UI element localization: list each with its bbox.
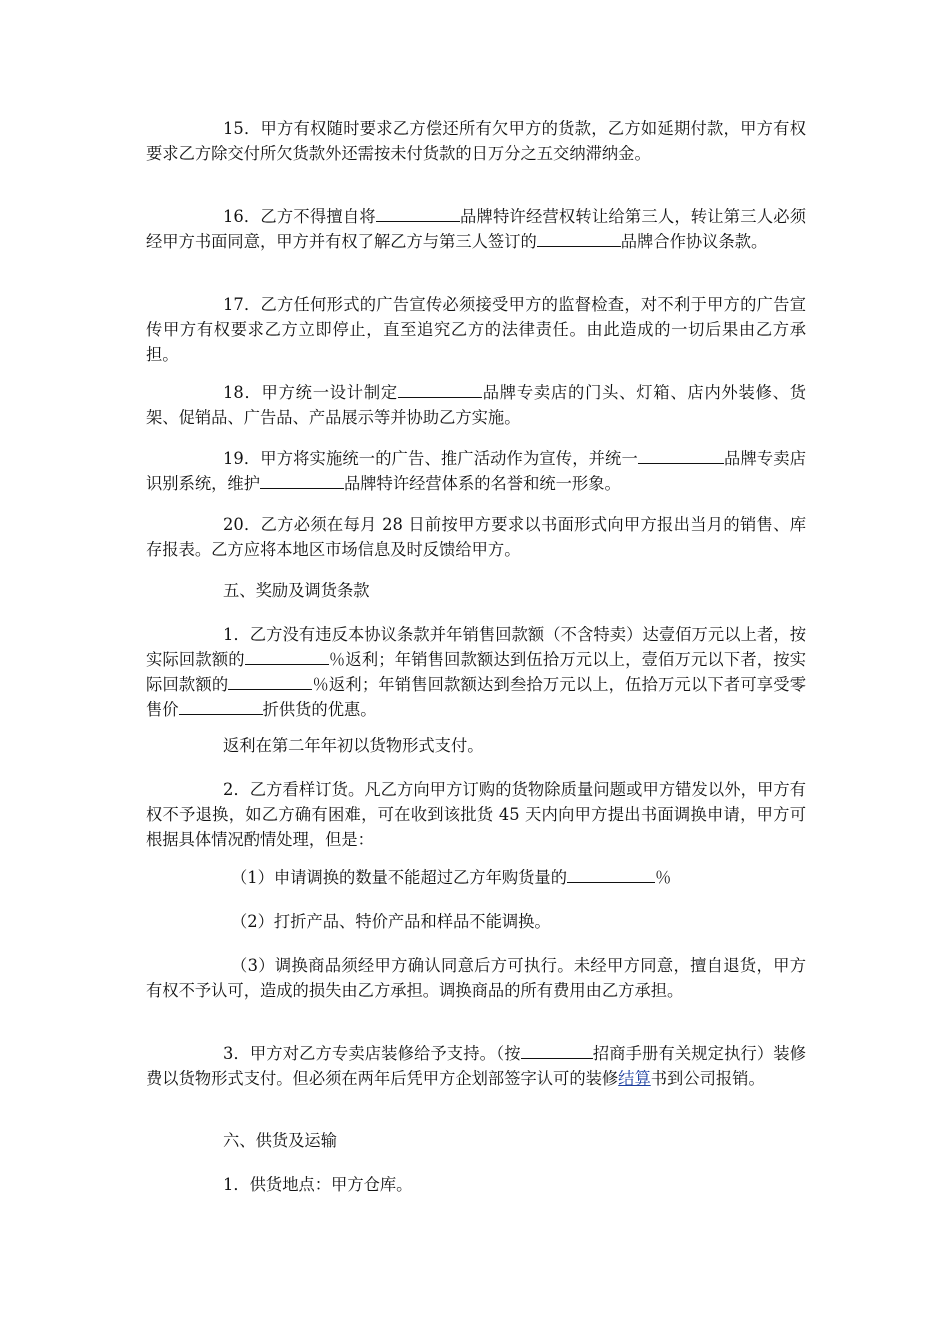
- blank-field: [228, 672, 312, 690]
- blank-field: [398, 380, 482, 398]
- clause-19-text-a: 19．甲方将实施统一的广告、推广活动作为宣传，并统一: [223, 449, 638, 468]
- blank-field: [537, 229, 621, 247]
- clause-18: [146, 380, 806, 430]
- section-6-heading: [146, 1128, 806, 1153]
- clause-19-text-c: 品牌特许经营体系的名誉和统一形象。: [343, 474, 621, 493]
- section-6-title: 六、供货及运输: [223, 1131, 337, 1150]
- sub-item-2: [146, 909, 806, 934]
- section-5-clause-2: [146, 777, 806, 852]
- section-5-clause-3: [146, 1041, 806, 1091]
- rebate-note: [146, 733, 806, 758]
- section-6-clause-1: [146, 1172, 806, 1197]
- s5-1-text-a: 1．乙方没有违反本协议条款并年销售回款额（不含特卖）达壹佰万元以上者，按实际回款额的: [146, 625, 806, 669]
- item-2-text: （2）打折产品、特价产品和样品不能调换。: [231, 912, 551, 931]
- blank-field: [179, 697, 263, 715]
- s5-1-text-c: ％返利；年销售回款额达到叁拾万元以上，伍拾万元以下者可享受零售价: [146, 675, 806, 719]
- clause-16: [146, 204, 806, 254]
- s5-1-text-d: 折供货的优惠。: [262, 700, 377, 719]
- s5-3-text-c: 书到公司报销。: [650, 1069, 765, 1088]
- rebate-text: 返利在第二年年初以货物形式支付。: [223, 736, 484, 755]
- clause-20-text: 20．乙方必须在每月 28 日前按甲方要求以书面形式向甲方报出当月的销售、库存报表。乙方应将本地区市场信息及时反馈给甲方。: [146, 515, 806, 559]
- clause-15: [146, 116, 806, 166]
- section-5-clause-1: [146, 622, 806, 722]
- item-1-text: （1）申请调换的数量不能超过乙方年购货量的: [231, 868, 567, 887]
- section-5-heading: [146, 578, 806, 603]
- clause-16-text-c: 品牌合作协议条款。: [620, 232, 768, 251]
- clause-15-text: 15．甲方有权随时要求乙方偿还所有欠甲方的货款，乙方如延期付款，甲方有权要求乙方除交付所欠货款外还需按未付货款的日万分之五交纳滞纳金。: [146, 119, 806, 163]
- s5-3-text-a: 3．甲方对乙方专卖店装修给予支持。（按: [223, 1044, 521, 1063]
- sub-item-1: [146, 865, 806, 890]
- clause-16-text-a: 16．乙方不得擅自将: [223, 207, 376, 226]
- settlement-link[interactable]: 结算: [618, 1069, 651, 1088]
- blank-field: [260, 471, 344, 489]
- blank-field: [638, 446, 724, 464]
- clause-19: [146, 446, 806, 496]
- section-5-title: 五、奖励及调货条款: [223, 581, 370, 600]
- clause-19-text-b: 品牌专卖店识别系统，维护: [146, 449, 806, 493]
- blank-field: [376, 204, 460, 222]
- clause-18-text-a: 18．甲方统一设计制定: [223, 383, 398, 402]
- sub-item-3: [146, 953, 806, 1003]
- s5-1-text-b: ％返利；年销售回款额达到伍拾万元以上，壹佰万元以下者，按实际回款额的: [146, 650, 806, 694]
- blank-field: [521, 1041, 593, 1059]
- item-3-text: （3）调换商品须经甲方确认同意后方可执行。未经甲方同意，擅自退货，甲方有权不予认可，造成的损失由乙方承担。调换商品的所有费用由乙方承担。: [146, 956, 806, 1000]
- blank-field: [245, 647, 329, 665]
- item-1-percent: ％: [655, 868, 672, 887]
- clause-17: [146, 292, 806, 367]
- blank-field: [567, 865, 655, 883]
- clause-18-text-b: 品牌专卖店的门头、灯箱、店内外装修、货架、促销品、广告品、产品展示等并协助乙方实施。: [146, 383, 807, 427]
- clause-20: [146, 512, 806, 562]
- s6-1-text: 1．供货地点：甲方仓库。: [223, 1175, 413, 1194]
- s5-2-text: 2．乙方看样订货。凡乙方向甲方订购的货物除质量问题或甲方错发以外，甲方有权不予退换，如乙方确有困难，可在收到该批货 45 天内向甲方提出书面调换申请，甲方可根据具体情况酌情处理，但是：: [146, 780, 806, 849]
- clause-16-text-b: 品牌特许经营权转让给第三人，转让第三人必须经甲方书面同意，甲方并有权了解乙方与第三人签订的: [146, 207, 806, 251]
- s5-3-text-b: 招商手册有关规定执行）装修费以货物形式支付。但必须在两年后凭甲方企划部签字认可的装修: [146, 1044, 806, 1088]
- clause-17-text: 17．乙方任何形式的广告宣传必须接受甲方的监督检查，对不利于甲方的广告宣传甲方有权要求乙方立即停止，直至追究乙方的法律责任。由此造成的一切后果由乙方承担。: [146, 295, 806, 364]
